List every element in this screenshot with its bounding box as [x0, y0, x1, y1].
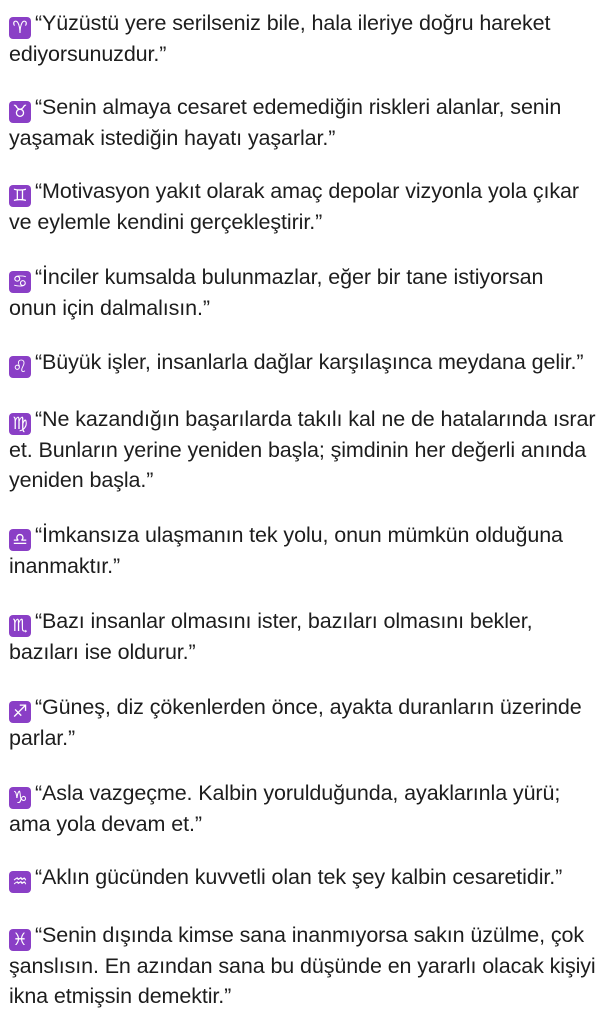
capricorn-icon: ♑	[9, 787, 31, 809]
quote-text: “Motivasyon yakıt olarak amaç depolar vizyonla yola çıkar	[35, 179, 579, 203]
quote-item-aries	[9, 8, 605, 69]
quote-line	[9, 465, 605, 495]
quote-text: parlar.”	[9, 726, 76, 750]
quote-item-sagittarius	[9, 692, 605, 753]
quote-line	[9, 981, 605, 1011]
quote-text: “Yüzüstü yere serilseniz bile, hala ileriye doğru hareket	[35, 11, 551, 35]
sagittarius-icon: ♐	[9, 701, 31, 723]
quote-text: inanmaktır.”	[9, 554, 121, 578]
quote-line	[9, 692, 605, 723]
pisces-icon: ♓	[9, 929, 31, 951]
quote-text: “Senin almaya cesaret edemediğin riskleri alanlar, senin	[35, 95, 562, 119]
quote-text: “Büyük işler, insanlarla dağlar karşılaşınca meydana gelir.”	[35, 350, 584, 374]
quote-line	[9, 809, 605, 839]
cancer-icon: ♋	[9, 271, 31, 293]
leo-icon: ♌	[9, 356, 31, 378]
quote-line	[9, 176, 605, 207]
quote-line	[9, 778, 605, 809]
quote-text: “Güneş, diz çökenlerden önce, ayakta duranların üzerinde	[35, 695, 582, 719]
quote-text: “Senin dışında kimse sana inanmıyorsa sakın üzülme, çok	[35, 923, 584, 947]
virgo-icon: ♍	[9, 413, 31, 435]
quote-text: ve eylemle kendini gerçekleştirir.”	[9, 210, 323, 234]
quote-item-capricorn	[9, 778, 605, 839]
quote-text: “İnciler kumsalda bulunmazlar, eğer bir tane istiyorsan	[35, 265, 544, 289]
quote-text: “Aklın gücünden kuvvetli olan tek şey kalbin cesaretidir.”	[35, 865, 563, 889]
quote-line	[9, 293, 605, 323]
quote-line	[9, 8, 605, 39]
quote-item-libra	[9, 520, 605, 581]
libra-icon: ♎	[9, 529, 31, 551]
quote-line	[9, 637, 605, 667]
quote-line	[9, 92, 605, 123]
quote-line	[9, 123, 605, 153]
quote-item-cancer	[9, 262, 605, 323]
quote-item-virgo	[9, 404, 605, 495]
taurus-icon: ♉	[9, 101, 31, 123]
quote-text: “Asla vazgeçme. Kalbin yorulduğunda, ayaklarınla yürü;	[35, 781, 561, 805]
quote-item-taurus	[9, 92, 605, 153]
quote-line	[9, 920, 605, 951]
quote-text: şanslısın. En azından sana bu düşünde en yararlı olacak kişiyi	[9, 954, 596, 978]
quote-line	[9, 262, 605, 293]
quote-line	[9, 520, 605, 551]
quote-line	[9, 347, 605, 378]
quote-text: ediyorsunuzdur.”	[9, 42, 167, 66]
quote-line	[9, 551, 605, 581]
quote-line	[9, 723, 605, 753]
quote-item-aquarius	[9, 862, 605, 893]
aries-icon: ♈	[9, 17, 31, 39]
quote-item-pisces	[9, 920, 605, 1011]
quote-line	[9, 606, 605, 637]
aquarius-icon: ♒	[9, 871, 31, 893]
quote-text: yeniden başla.”	[9, 468, 154, 492]
quote-line	[9, 39, 605, 69]
quote-text: ikna etmişsin demektir.”	[9, 984, 232, 1008]
quote-text: bazıları ise oldurur.”	[9, 640, 196, 664]
quote-item-scorpio	[9, 606, 605, 667]
quote-line	[9, 404, 605, 435]
quote-item-gemini	[9, 176, 605, 237]
quote-line	[9, 862, 605, 893]
quote-text: “Ne kazandığın başarılarda takılı kal ne de hatalarında ısrar	[35, 407, 596, 431]
gemini-icon: ♊	[9, 185, 31, 207]
quote-item-leo	[9, 347, 605, 378]
quote-line	[9, 951, 605, 981]
scorpio-icon: ♏	[9, 615, 31, 637]
quote-text: yaşamak istediğin hayatı yaşarlar.”	[9, 126, 336, 150]
quote-text: et. Bunların yerine yeniden başla; şimdinin her değerli anında	[9, 438, 587, 462]
quote-line	[9, 207, 605, 237]
quote-text: onun için dalmalısın.”	[9, 296, 210, 320]
quote-text: “Bazı insanlar olmasını ister, bazıları olmasını bekler,	[35, 609, 533, 633]
quote-text: “İmkansıza ulaşmanın tek yolu, onun mümkün olduğuna	[35, 523, 563, 547]
quote-text: ama yola devam et.”	[9, 812, 202, 836]
quote-line	[9, 435, 605, 465]
